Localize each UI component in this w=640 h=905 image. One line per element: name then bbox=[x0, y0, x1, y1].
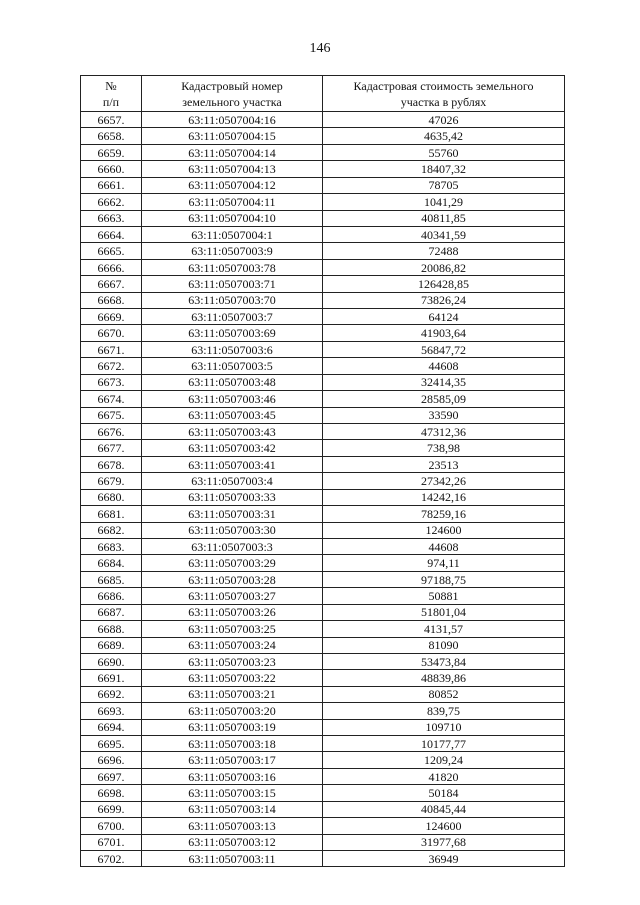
table-row bbox=[81, 785, 565, 801]
cadastral-number-cell: 63:11:0507003:6 bbox=[142, 341, 323, 357]
cadastral-value-cell: 32414,35 bbox=[323, 374, 565, 390]
row-number-cell: 6666. bbox=[81, 259, 142, 275]
cadastral-value-cell: 51801,04 bbox=[323, 604, 565, 620]
cadastral-number-cell: 63:11:0507003:12 bbox=[142, 834, 323, 850]
cadastral-value-cell: 36949 bbox=[323, 850, 565, 866]
row-number-cell: 6668. bbox=[81, 292, 142, 308]
cadastral-value-cell: 124600 bbox=[323, 522, 565, 538]
table-row bbox=[81, 456, 565, 472]
table-row bbox=[81, 538, 565, 554]
cadastral-value-cell: 40341,59 bbox=[323, 226, 565, 242]
cadastral-value-cell: 4635,42 bbox=[323, 128, 565, 144]
table-row bbox=[81, 768, 565, 784]
table-row bbox=[81, 424, 565, 440]
table-header-row bbox=[81, 76, 565, 112]
row-number-cell: 6692. bbox=[81, 686, 142, 702]
cadastral-number-cell: 63:11:0507003:5 bbox=[142, 358, 323, 374]
row-number-cell: 6688. bbox=[81, 621, 142, 637]
cadastral-number-cell: 63:11:0507003:70 bbox=[142, 292, 323, 308]
table-body bbox=[81, 112, 565, 867]
cadastral-value-cell: 41903,64 bbox=[323, 325, 565, 341]
cadastral-number-cell: 63:11:0507004:10 bbox=[142, 210, 323, 226]
cadastral-value-cell: 72488 bbox=[323, 243, 565, 259]
cadastral-number-cell: 63:11:0507003:46 bbox=[142, 391, 323, 407]
table-row bbox=[81, 210, 565, 226]
table-row bbox=[81, 571, 565, 587]
table-row bbox=[81, 506, 565, 522]
row-number-cell: 6679. bbox=[81, 473, 142, 489]
row-number-cell: 6665. bbox=[81, 243, 142, 259]
table-row bbox=[81, 112, 565, 128]
header-cadastral-number-line2: земельного участка bbox=[182, 94, 282, 109]
cadastral-number-cell: 63:11:0507003:23 bbox=[142, 653, 323, 669]
table-row bbox=[81, 686, 565, 702]
cadastral-number-cell: 63:11:0507003:78 bbox=[142, 259, 323, 275]
cadastral-value-cell: 14242,16 bbox=[323, 489, 565, 505]
row-number-cell: 6696. bbox=[81, 752, 142, 768]
cadastral-number-cell: 63:11:0507003:45 bbox=[142, 407, 323, 423]
cadastral-value-cell: 20086,82 bbox=[323, 259, 565, 275]
table-row bbox=[81, 834, 565, 850]
row-number-cell: 6674. bbox=[81, 391, 142, 407]
table-row bbox=[81, 243, 565, 259]
cadastral-value-cell: 1209,24 bbox=[323, 752, 565, 768]
table-row bbox=[81, 177, 565, 193]
cadastral-value-cell: 44608 bbox=[323, 538, 565, 554]
row-number-cell: 6662. bbox=[81, 194, 142, 210]
table-row bbox=[81, 194, 565, 210]
row-number-cell: 6676. bbox=[81, 424, 142, 440]
row-number-cell: 6658. bbox=[81, 128, 142, 144]
table-row bbox=[81, 292, 565, 308]
cadastral-value-cell: 48839,86 bbox=[323, 670, 565, 686]
header-cadastral-value-line1: Кадастровая стоимость земельного bbox=[353, 78, 534, 93]
table-row bbox=[81, 489, 565, 505]
row-number-cell: 6669. bbox=[81, 309, 142, 325]
header-number-line2: п/п bbox=[102, 94, 120, 109]
row-number-cell: 6697. bbox=[81, 768, 142, 784]
row-number-cell: 6664. bbox=[81, 226, 142, 242]
row-number-cell: 6677. bbox=[81, 440, 142, 456]
cadastral-number-cell: 63:11:0507003:21 bbox=[142, 686, 323, 702]
header-number-line1: № bbox=[105, 78, 117, 93]
table-row bbox=[81, 161, 565, 177]
cadastral-value-cell: 55760 bbox=[323, 144, 565, 160]
table-row bbox=[81, 719, 565, 735]
cadastral-number-cell: 63:11:0507003:20 bbox=[142, 703, 323, 719]
cadastral-value-cell: 81090 bbox=[323, 637, 565, 653]
cadastral-number-cell: 63:11:0507003:33 bbox=[142, 489, 323, 505]
cadastral-number-cell: 63:11:0507003:41 bbox=[142, 456, 323, 472]
row-number-cell: 6659. bbox=[81, 144, 142, 160]
row-number-cell: 6702. bbox=[81, 850, 142, 866]
cadastral-number-cell: 63:11:0507004:16 bbox=[142, 112, 323, 128]
cadastral-value-cell: 50184 bbox=[323, 785, 565, 801]
cadastral-value-cell: 23513 bbox=[323, 456, 565, 472]
cadastral-value-cell: 44608 bbox=[323, 358, 565, 374]
cadastral-value-cell: 40845,44 bbox=[323, 801, 565, 817]
cadastral-value-cell: 126428,85 bbox=[323, 276, 565, 292]
table-row bbox=[81, 407, 565, 423]
row-number-cell: 6680. bbox=[81, 489, 142, 505]
row-number-cell: 6683. bbox=[81, 538, 142, 554]
cadastral-value-cell: 40811,85 bbox=[323, 210, 565, 226]
cadastral-value-cell: 97188,75 bbox=[323, 571, 565, 587]
cadastral-number-cell: 63:11:0507003:13 bbox=[142, 818, 323, 834]
cadastral-number-cell: 63:11:0507004:1 bbox=[142, 226, 323, 242]
cadastral-value-cell: 33590 bbox=[323, 407, 565, 423]
cadastral-number-cell: 63:11:0507003:43 bbox=[142, 424, 323, 440]
row-number-cell: 6689. bbox=[81, 637, 142, 653]
row-number-cell: 6675. bbox=[81, 407, 142, 423]
cadastral-number-cell: 63:11:0507003:24 bbox=[142, 637, 323, 653]
cadastral-value-cell: 18407,32 bbox=[323, 161, 565, 177]
row-number-cell: 6678. bbox=[81, 456, 142, 472]
table-row bbox=[81, 226, 565, 242]
table-row bbox=[81, 259, 565, 275]
cadastral-number-cell: 63:11:0507003:7 bbox=[142, 309, 323, 325]
row-number-cell: 6663. bbox=[81, 210, 142, 226]
row-number-cell: 6691. bbox=[81, 670, 142, 686]
cadastral-number-cell: 63:11:0507003:17 bbox=[142, 752, 323, 768]
cadastral-number-cell: 63:11:0507003:18 bbox=[142, 736, 323, 752]
cadastral-number-cell: 63:11:0507003:48 bbox=[142, 374, 323, 390]
row-number-cell: 6687. bbox=[81, 604, 142, 620]
row-number-cell: 6701. bbox=[81, 834, 142, 850]
row-number-cell: 6686. bbox=[81, 588, 142, 604]
row-number-cell: 6667. bbox=[81, 276, 142, 292]
table-row bbox=[81, 637, 565, 653]
cadastral-number-cell: 63:11:0507003:9 bbox=[142, 243, 323, 259]
table-row bbox=[81, 801, 565, 817]
table-row bbox=[81, 703, 565, 719]
cadastral-number-cell: 63:11:0507003:29 bbox=[142, 555, 323, 571]
cadastral-value-cell: 53473,84 bbox=[323, 653, 565, 669]
cadastral-value-cell: 78259,16 bbox=[323, 506, 565, 522]
cadastral-number-cell: 63:11:0507004:14 bbox=[142, 144, 323, 160]
cadastral-number-cell: 63:11:0507003:11 bbox=[142, 850, 323, 866]
table-row bbox=[81, 374, 565, 390]
table-row bbox=[81, 752, 565, 768]
cadastral-number-cell: 63:11:0507003:69 bbox=[142, 325, 323, 341]
cadastral-value-cell: 738,98 bbox=[323, 440, 565, 456]
cadastral-value-cell: 56847,72 bbox=[323, 341, 565, 357]
table-row bbox=[81, 850, 565, 866]
table-row bbox=[81, 276, 565, 292]
table-row bbox=[81, 588, 565, 604]
row-number-cell: 6699. bbox=[81, 801, 142, 817]
row-number-cell: 6670. bbox=[81, 325, 142, 341]
table-row bbox=[81, 144, 565, 160]
table-row bbox=[81, 736, 565, 752]
cadastral-value-cell: 31977,68 bbox=[323, 834, 565, 850]
cadastral-number-cell: 63:11:0507003:14 bbox=[142, 801, 323, 817]
row-number-cell: 6673. bbox=[81, 374, 142, 390]
table-row bbox=[81, 653, 565, 669]
table-row bbox=[81, 522, 565, 538]
table-row bbox=[81, 341, 565, 357]
cadastral-value-cell: 78705 bbox=[323, 177, 565, 193]
cadastral-number-cell: 63:11:0507004:11 bbox=[142, 194, 323, 210]
row-number-cell: 6700. bbox=[81, 818, 142, 834]
table-row bbox=[81, 604, 565, 620]
cadastral-number-cell: 63:11:0507004:13 bbox=[142, 161, 323, 177]
row-number-cell: 6684. bbox=[81, 555, 142, 571]
header-cadastral-number-line1: Кадастровый номер bbox=[181, 78, 283, 93]
row-number-cell: 6693. bbox=[81, 703, 142, 719]
cadastral-value-cell: 1041,29 bbox=[323, 194, 565, 210]
cadastral-number-cell: 63:11:0507003:16 bbox=[142, 768, 323, 784]
table-row bbox=[81, 440, 565, 456]
cadastral-value-cell: 47312,36 bbox=[323, 424, 565, 440]
cadastral-number-cell: 63:11:0507003:28 bbox=[142, 571, 323, 587]
row-number-cell: 6685. bbox=[81, 571, 142, 587]
cadastral-value-cell: 50881 bbox=[323, 588, 565, 604]
row-number-cell: 6657. bbox=[81, 112, 142, 128]
cadastral-value-cell: 80852 bbox=[323, 686, 565, 702]
cadastral-number-cell: 63:11:0507003:71 bbox=[142, 276, 323, 292]
row-number-cell: 6682. bbox=[81, 522, 142, 538]
table-row bbox=[81, 670, 565, 686]
cadastral-number-cell: 63:11:0507003:25 bbox=[142, 621, 323, 637]
row-number-cell: 6694. bbox=[81, 719, 142, 735]
row-number-cell: 6671. bbox=[81, 341, 142, 357]
row-number-cell: 6690. bbox=[81, 653, 142, 669]
table-row bbox=[81, 391, 565, 407]
row-number-cell: 6681. bbox=[81, 506, 142, 522]
page-number: 146 bbox=[309, 41, 331, 56]
cadastral-value-cell: 839,75 bbox=[323, 703, 565, 719]
cadastral-value-cell: 27342,26 bbox=[323, 473, 565, 489]
cadastral-value-cell: 10177,77 bbox=[323, 736, 565, 752]
cadastral-value-cell: 64124 bbox=[323, 309, 565, 325]
cadastral-table bbox=[80, 75, 565, 867]
cadastral-number-cell: 63:11:0507003:22 bbox=[142, 670, 323, 686]
row-number-cell: 6698. bbox=[81, 785, 142, 801]
table-row bbox=[81, 555, 565, 571]
cadastral-number-cell: 63:11:0507003:31 bbox=[142, 506, 323, 522]
cadastral-number-cell: 63:11:0507004:15 bbox=[142, 128, 323, 144]
header-cadastral-value bbox=[323, 76, 565, 112]
cadastral-value-cell: 109710 bbox=[323, 719, 565, 735]
cadastral-value-cell: 47026 bbox=[323, 112, 565, 128]
row-number-cell: 6695. bbox=[81, 736, 142, 752]
table-row bbox=[81, 358, 565, 374]
cadastral-number-cell: 63:11:0507003:30 bbox=[142, 522, 323, 538]
row-number-cell: 6672. bbox=[81, 358, 142, 374]
cadastral-value-cell: 124600 bbox=[323, 818, 565, 834]
cadastral-number-cell: 63:11:0507003:42 bbox=[142, 440, 323, 456]
cadastral-number-cell: 63:11:0507003:19 bbox=[142, 719, 323, 735]
cadastral-number-cell: 63:11:0507003:15 bbox=[142, 785, 323, 801]
cadastral-number-cell: 63:11:0507003:4 bbox=[142, 473, 323, 489]
row-number-cell: 6660. bbox=[81, 161, 142, 177]
header-cadastral-value-line2: участка в рублях bbox=[400, 94, 487, 109]
cadastral-value-cell: 974,11 bbox=[323, 555, 565, 571]
header-number bbox=[81, 76, 142, 112]
cadastral-value-cell: 28585,09 bbox=[323, 391, 565, 407]
table-row bbox=[81, 818, 565, 834]
cadastral-value-cell: 41820 bbox=[323, 768, 565, 784]
row-number-cell: 6661. bbox=[81, 177, 142, 193]
cadastral-number-cell: 63:11:0507003:27 bbox=[142, 588, 323, 604]
cadastral-value-cell: 73826,24 bbox=[323, 292, 565, 308]
cadastral-number-cell: 63:11:0507004:12 bbox=[142, 177, 323, 193]
table-row bbox=[81, 128, 565, 144]
table-row bbox=[81, 473, 565, 489]
cadastral-number-cell: 63:11:0507003:26 bbox=[142, 604, 323, 620]
table-row bbox=[81, 309, 565, 325]
table-row bbox=[81, 325, 565, 341]
table-row bbox=[81, 621, 565, 637]
cadastral-value-cell: 4131,57 bbox=[323, 621, 565, 637]
cadastral-number-cell: 63:11:0507003:3 bbox=[142, 538, 323, 554]
header-cadastral-number bbox=[142, 76, 323, 112]
